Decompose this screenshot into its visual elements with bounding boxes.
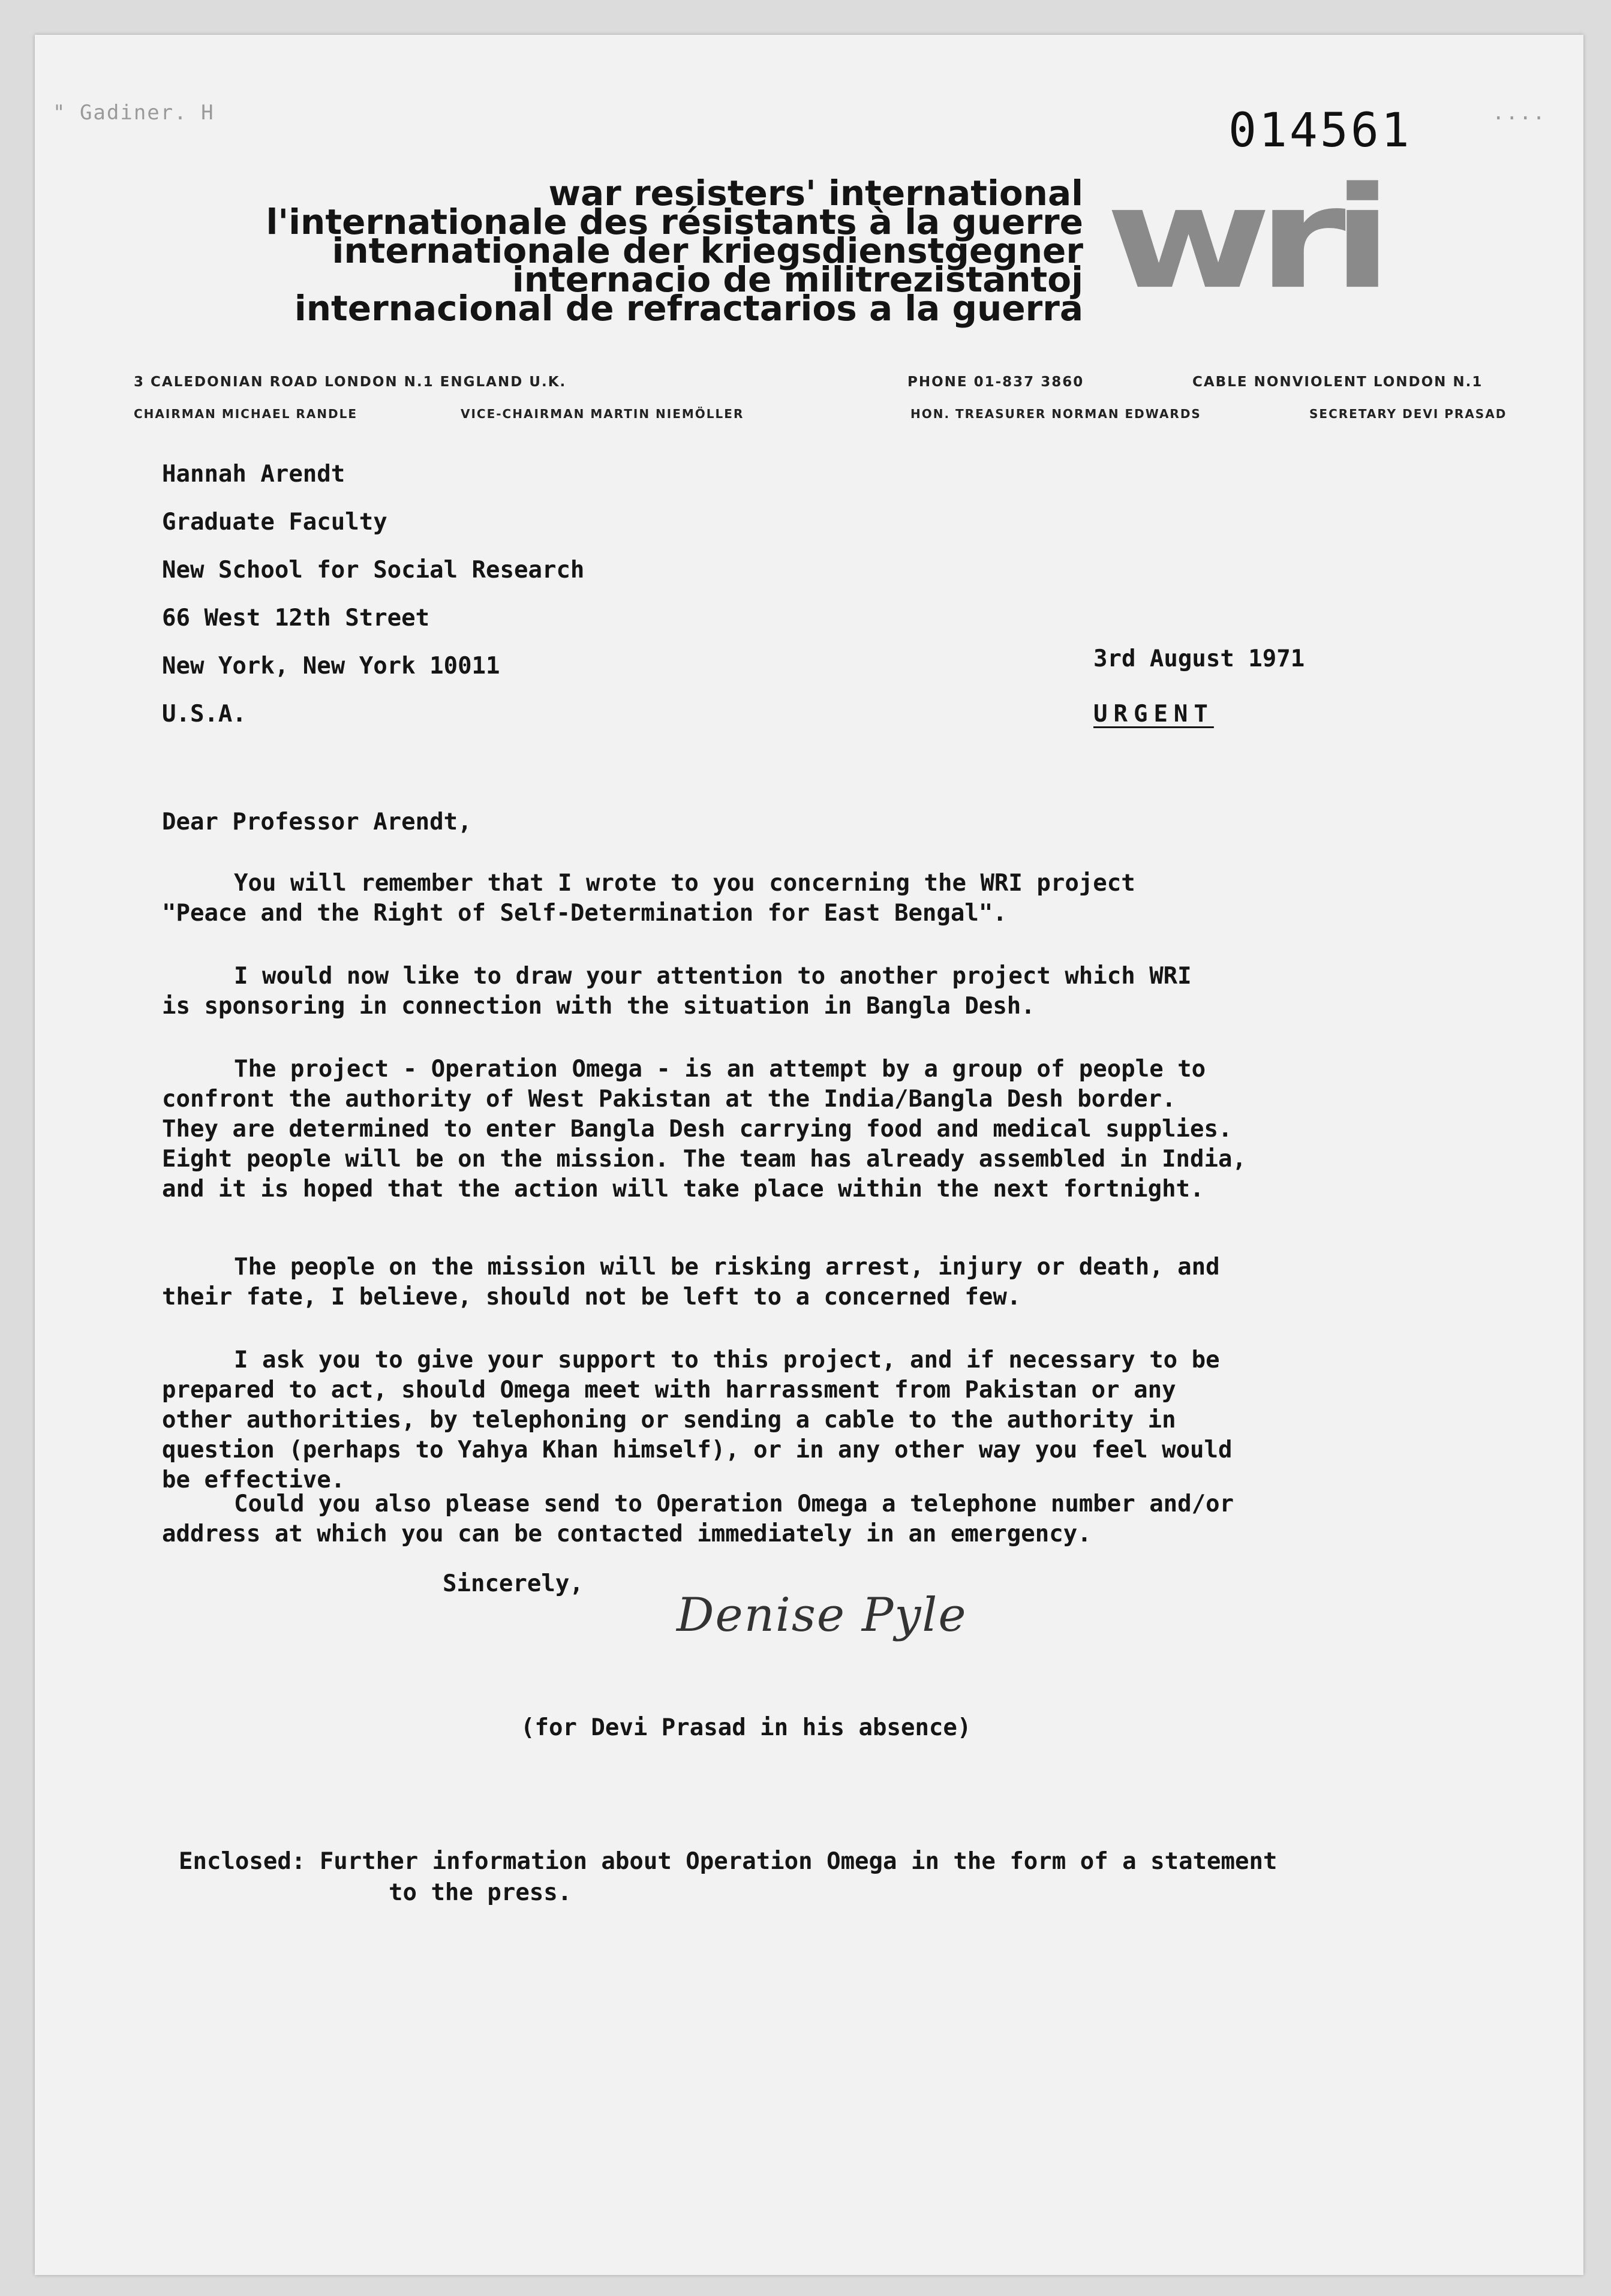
salutation: Dear Professor Arendt, [162,809,472,836]
enclosure-first-line [179,1846,1277,1877]
recipient-country: U.S.A. [162,701,247,728]
letterhead-secretary: SECRETARY DEVI PRASAD [1309,407,1507,421]
enclosure-label: Enclosed: [179,1848,306,1875]
org-name-esperanto: internacio de militrezistantoj [512,259,1083,300]
recipient-city: New York, New York 10011 [162,653,500,680]
faint-archive-mark: " Gadiner. H [53,101,215,125]
faint-corner-mark: .... [1492,101,1546,125]
letterhead-phone: PHONE 01-837 3860 [907,374,1084,390]
letterhead-chairman: CHAIRMAN MICHAEL RANDLE [134,407,358,421]
letterhead-address: 3 CALEDONIAN ROAD LONDON N.1 ENGLAND U.K. [134,374,567,390]
paragraph-line: be effective. [162,1466,345,1493]
on-behalf-note: (for Devi Prasad in his absence) [521,1714,972,1741]
enclosure-text-line-1: Further information about Operation Omega in the form of a statement [319,1848,1278,1875]
paragraph-line: The people on the mission will be risking arrest, injury or death, and [234,1254,1220,1281]
org-name-spanish: internacional de refractarios a la guerra [294,288,1083,329]
paragraph-4 [162,1252,1397,1312]
letterhead-treasurer: HON. TREASURER NORMAN EDWARDS [910,407,1201,421]
recipient-institution: New School for Social Research [162,557,585,584]
paragraph-line: is sponsoring in connection with the situation in Bangla Desh. [162,993,1035,1020]
closing: Sincerely, [443,1570,584,1597]
paragraph-1 [162,868,1397,928]
letter-date: 3rd August 1971 [1093,645,1305,672]
recipient-street: 66 West 12th Street [162,605,430,632]
paragraph-line: Could you also please send to Operation Omega a telephone number and/or [234,1490,1234,1517]
handwritten-signature: Denise Pyle [677,1588,967,1642]
paragraph-6 [162,1489,1397,1549]
paragraph-line: "Peace and the Right of Self-Determination for East Bengal". [162,900,1007,927]
letterhead-vice-chairman: VICE-CHAIRMAN MARTIN NIEMÖLLER [461,407,744,421]
org-name-german: internationale der kriegsdienstgegner [332,230,1083,271]
recipient-department: Graduate Faculty [162,509,387,536]
paragraph-line: their fate, I believe, should not be left to a concerned few. [162,1284,1021,1311]
enclosure-note [179,1846,1277,1909]
paragraph-3 [162,1054,1397,1204]
letterhead-cable: CABLE NONVIOLENT LONDON N.1 [1192,374,1483,390]
letterhead-org-names [266,173,1083,329]
paragraph-line: and it is hoped that the action will take place within the next fortnight. [162,1176,1204,1203]
paragraph-line: address at which you can be contacted immediately in an emergency. [162,1520,1092,1547]
paragraph-line: question (perhaps to Yahya Khan himself), or in any other way you feel would [162,1436,1233,1463]
letter-page [35,35,1583,2275]
wri-logo: wri [1105,157,1379,320]
paragraph-line: They are determined to enter Bangla Desh carrying food and medical supplies. [162,1116,1233,1143]
enclosure-text-line-2: to the press. [389,1879,572,1906]
urgent-label: URGENT [1093,701,1214,728]
paragraph-line: prepared to act, should Omega meet with harrassment from Pakistan or any [162,1377,1176,1404]
paragraph-line: You will remember that I wrote to you concerning the WRI project [234,870,1135,897]
paragraph-2 [162,961,1397,1021]
paragraph-line: The project - Operation Omega - is an attempt by a group of people to [234,1056,1206,1083]
paragraph-line: other authorities, by telephoning or sending a cable to the authority in [162,1407,1176,1434]
org-name-french: l'internationale des résistants à la guerre [266,202,1083,242]
org-name-english: war resisters' international [548,173,1083,214]
paragraph-line: confront the authority of West Pakistan at the India/Bangla Desh border. [162,1086,1176,1113]
paragraph-line: Eight people will be on the mission. The team has already assembled in India, [162,1146,1246,1173]
document-number: 014561 [1228,104,1412,158]
paragraph-line: I would now like to draw your attention to another project which WRI [234,963,1192,990]
recipient-name: Hannah Arendt [162,461,345,488]
paragraph-5 [162,1345,1397,1495]
paragraph-line: I ask you to give your support to this project, and if necessary to be [234,1347,1220,1374]
